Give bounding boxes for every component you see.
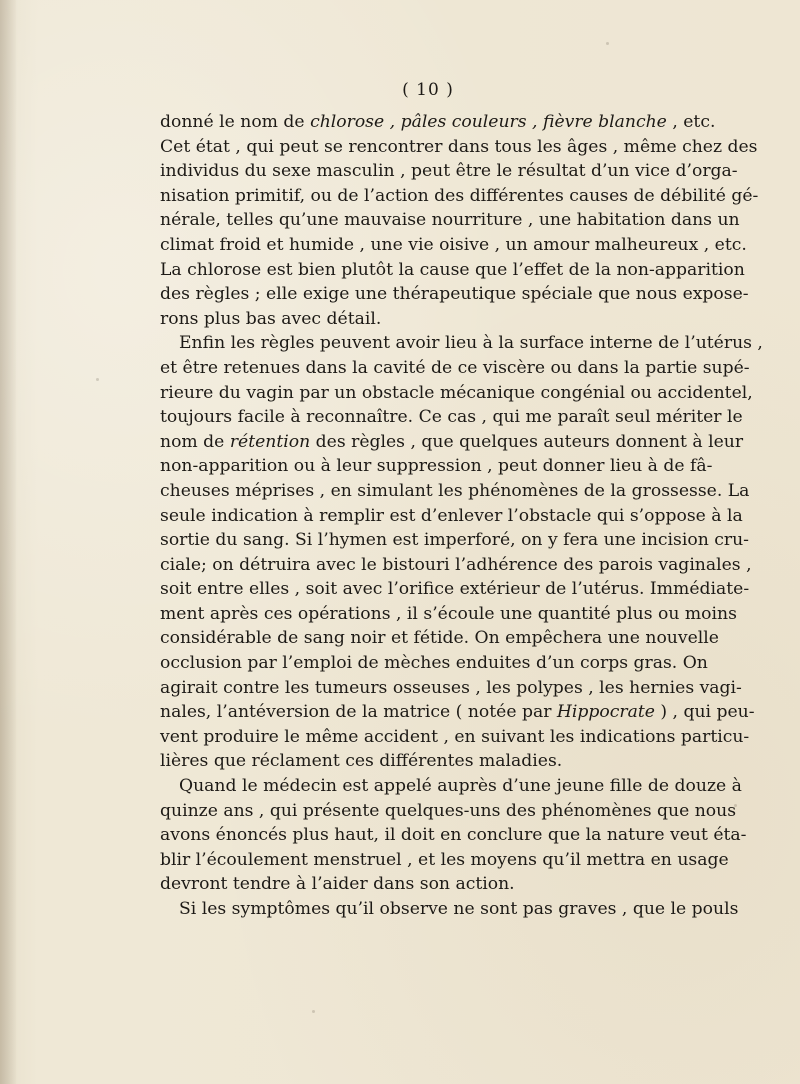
binding-shadow (0, 0, 16, 1084)
italic-emphasis: rétention (229, 431, 311, 452)
text-line: quinze ans , qui présente quelques-uns des phénomènes que nous (160, 800, 737, 821)
text-line: nérale, telles qu’une mauvaise nourriture , une habitation dans un (160, 210, 740, 231)
text-line: et être retenues dans la cavité de ce viscère ou dans la partie supé- (160, 357, 750, 378)
text-line: Quand le médecin est appelé auprès d’une jeune fille de douze à (179, 776, 742, 797)
text-line: des règles ; elle exige une thérapeutique spéciale que nous expose- (160, 284, 749, 305)
text-line: devront tendre à l’aider dans son action. (160, 874, 515, 895)
text-line: avons énoncés plus haut, il doit en conclure que la nature veut éta- (160, 825, 747, 846)
text-line: vent produire le même accident , en suivant les indications particu- (160, 726, 750, 747)
text-line: ciale; on détruira avec le bistouri l’adhérence des parois vaginales , (160, 554, 752, 575)
text-line: rieure du vagin par un obstacle mécanique congénial ou accidentel, (160, 382, 753, 403)
text-line: cheuses méprises , en simulant les phénomènes de la grossesse. La (160, 480, 750, 501)
text-line: blir l’écoulement menstruel , et les moyens qu’il mettra en usage (160, 849, 729, 870)
text-line: seule indication à remplir est d’enlever l’obstacle qui s’oppose à la (160, 505, 743, 526)
text-line: La chlorose est bien plutôt la cause que l’effet de la non-apparition (160, 259, 745, 280)
text-line: non-apparition ou à leur suppression , peut donner lieu à de fâ- (160, 456, 713, 477)
text-line: rons plus bas avec détail. (160, 308, 382, 329)
text-line: donné le nom de chlorose , pâles couleurs , fièvre blanche , etc. (160, 112, 716, 132)
text-line: nales, l’antéversion de la matrice ( notée par Hippocrate ) , qui peu- (160, 702, 755, 723)
italic-emphasis: Hippocrate (556, 702, 655, 723)
text-line: agirait contre les tumeurs osseuses , les polypes , les hernies vagi- (160, 677, 742, 698)
text-line: toujours facile à reconnaître. Ce cas , qui me paraît seul mériter le (160, 407, 743, 428)
text-line: Si les symptômes qu’il observe ne sont pas graves , que le pouls (179, 899, 739, 919)
text-line: climat froid et humide , une vie oisive , un amour malheureux , etc. (160, 234, 747, 255)
text-line: Enfin les règles peuvent avoir lieu à la surface interne de l’utérus , (179, 333, 763, 354)
text-line: occlusion par l’emploi de mèches enduites d’un corps gras. On (160, 653, 708, 674)
text-line: ment après ces opérations , il s’écoule une quantité plus ou moins (160, 603, 737, 624)
text-line: nisation primitif, ou de l’action des différentes causes de débilité gé- (160, 185, 759, 206)
text-line: considérable de sang noir et fétide. On empêchera une nouvelle (160, 628, 719, 649)
text-line: individus du sexe masculin , peut être le résultat d’un vice d’orga- (160, 161, 738, 182)
text-line: lières que réclament ces différentes maladies. (160, 751, 563, 772)
paper-speck (96, 378, 99, 381)
paper-speck (606, 42, 609, 45)
body-text (160, 110, 763, 922)
text-line: sortie du sang. Si l’hymen est imperforé, on y fera une incision cru- (160, 530, 749, 551)
italic-emphasis: chlorose , pâles couleurs , fièvre blanche (310, 112, 667, 132)
paper-speck (734, 804, 737, 807)
text-line: soit entre elles , soit avec l’orifice extérieur de l’utérus. Immédiate- (160, 579, 750, 600)
text-line: nom de rétention des règles , que quelques auteurs donnent à leur (160, 431, 744, 452)
page-number: ( 10 ) (402, 80, 454, 100)
text-line: Cet état , qui peut se rencontrer dans tous les âges , même chez des (160, 136, 758, 157)
paper-speck (312, 1010, 315, 1013)
